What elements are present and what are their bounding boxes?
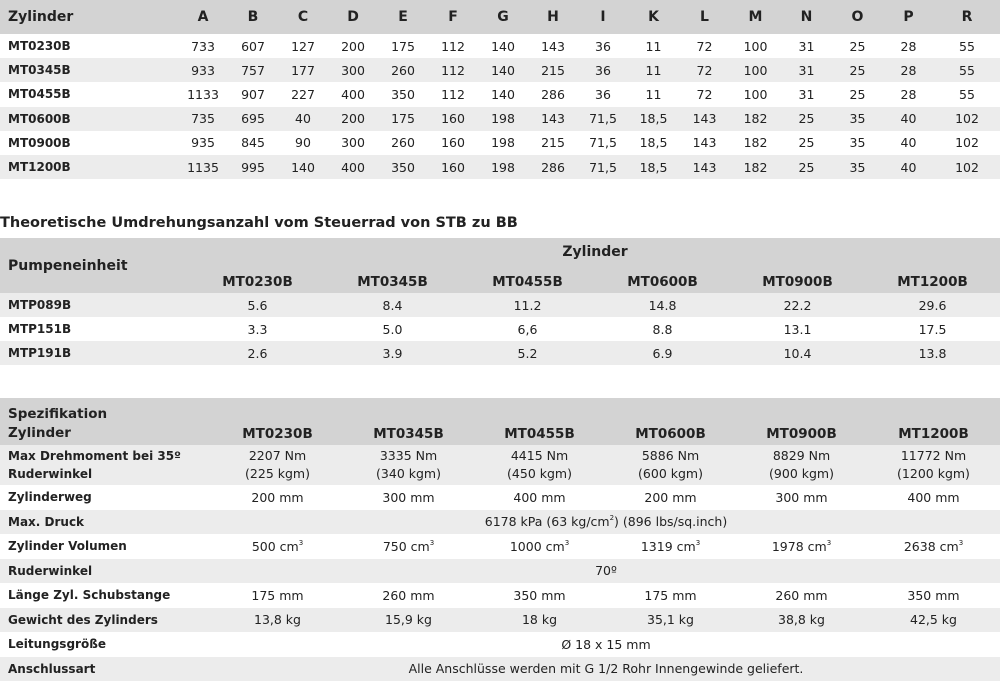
dimension-value: 735 <box>191 111 215 127</box>
dimension-value: 112 <box>441 38 465 54</box>
dimension-value: 71,5 <box>589 159 617 175</box>
dimension-value: 143 <box>692 159 717 175</box>
section-title-revolutions: Theoretische Umdrehungsanzahl vom Steuerrad von STB zu BB <box>0 215 518 231</box>
dimension-value: 25 <box>849 86 866 102</box>
weight-value: 35,1 kg <box>647 612 694 628</box>
weight-value: 42,5 kg <box>910 612 957 628</box>
dimension-value: 102 <box>955 111 979 127</box>
revolutions-column-header: MT0900B <box>762 274 833 290</box>
dimensions-column-header: F <box>448 9 458 25</box>
row-header-pumpeneinheit: Pumpeneinheit <box>8 257 128 274</box>
revolutions-value: 5.0 <box>382 321 403 337</box>
revolutions-value: 13.1 <box>783 321 812 337</box>
revolutions-value: 6,6 <box>517 321 538 337</box>
dimension-value: 18,5 <box>639 111 668 127</box>
stroke-value: 400 mm <box>513 489 566 505</box>
torque-label-line2: Ruderwinkel <box>8 467 93 481</box>
table-row <box>0 107 1000 131</box>
rod-length-value: 350 mm <box>513 587 566 603</box>
dimension-value: 40 <box>295 111 311 127</box>
revolutions-value: 14.8 <box>648 297 677 313</box>
dimensions-corner-header: Zylinder <box>8 9 74 25</box>
dimension-value: 607 <box>241 38 265 54</box>
dimension-value: 100 <box>743 62 768 78</box>
dimension-value: 177 <box>291 62 315 78</box>
revolutions-value: 3.9 <box>382 345 403 361</box>
dimension-value: 36 <box>595 62 611 78</box>
dimensions-column-header: N <box>800 9 813 25</box>
dimension-value: 286 <box>541 159 565 175</box>
dimension-value: 25 <box>849 38 866 54</box>
dimensions-column-header: P <box>903 9 914 25</box>
dimension-value: 90 <box>295 135 311 151</box>
volume-unit-sup: 3 <box>298 538 304 547</box>
dimension-value: 143 <box>692 111 717 127</box>
weight-label: Gewicht des Zylinders <box>8 612 158 627</box>
dimension-value: 72 <box>696 62 713 78</box>
revolutions-column-header: MT0455B <box>492 274 563 290</box>
table-row <box>0 317 1000 341</box>
revolutions-value: 6.9 <box>652 345 673 361</box>
torque-kgm: (900 kgm) <box>769 466 834 481</box>
table-row <box>0 58 1000 82</box>
volume-number: 1978 cm <box>771 538 827 554</box>
torque-value <box>212 445 343 485</box>
dimension-value: 102 <box>955 159 979 175</box>
specification-table <box>0 398 1000 681</box>
table-row <box>0 341 1000 365</box>
spec-column-header: MT0230B <box>242 426 313 442</box>
dimension-value: 1135 <box>187 159 219 175</box>
stroke-label: Zylinderweg <box>8 490 92 505</box>
table-row <box>0 155 1000 179</box>
dimension-value: 100 <box>743 86 768 102</box>
torque-nm: 4415 Nm <box>510 448 569 463</box>
dimension-value: 175 <box>391 38 415 54</box>
stroke-value: 400 mm <box>907 489 960 505</box>
revolutions-value: 17.5 <box>918 321 947 337</box>
rudder-label: Ruderwinkel <box>8 563 93 578</box>
volume-number: 750 cm <box>382 538 430 554</box>
cylinder-name: MT0600B <box>8 111 71 126</box>
volume-value <box>736 534 867 559</box>
dimension-value: 198 <box>491 111 515 127</box>
dimension-value: 695 <box>241 111 265 127</box>
line-size-value: Ø 18 x 15 mm <box>561 636 651 652</box>
torque-value <box>343 445 474 485</box>
dimension-value: 300 <box>341 135 365 151</box>
stroke-value: 300 mm <box>775 489 828 505</box>
torque-kgm: (225 kgm) <box>245 466 310 481</box>
weight-value: 38,8 kg <box>778 612 825 628</box>
torque-value <box>736 445 867 485</box>
dimension-value: 35 <box>849 135 866 151</box>
dimension-value: 995 <box>241 159 265 175</box>
torque-nm: 11772 Nm <box>900 448 967 463</box>
spec-header-line2: Zylinder <box>8 425 71 441</box>
volume-label: Zylinder Volumen <box>8 539 127 554</box>
dimension-value: 400 <box>341 159 365 175</box>
volume-unit-sup: 3 <box>826 538 832 547</box>
dimension-value: 18,5 <box>639 159 668 175</box>
dimension-value: 71,5 <box>589 111 617 127</box>
dimensions-column-header: O <box>851 9 864 25</box>
dimension-value: 400 <box>341 86 365 102</box>
torque-label <box>0 445 212 485</box>
spec-column-header: MT1200B <box>898 426 969 442</box>
dimension-value: 11 <box>645 38 662 54</box>
dimension-value: 733 <box>191 38 215 54</box>
dimension-value: 100 <box>743 38 768 54</box>
dimensions-table <box>0 0 1000 179</box>
dimension-value: 36 <box>595 86 611 102</box>
torque-value <box>867 445 1000 485</box>
dimension-value: 757 <box>241 62 265 78</box>
dimension-value: 11 <box>645 86 662 102</box>
revolutions-value: 13.8 <box>918 345 947 361</box>
dimension-value: 140 <box>491 38 515 54</box>
dimension-value: 127 <box>291 38 315 54</box>
dimension-value: 11 <box>645 62 662 78</box>
table-row <box>0 82 1000 106</box>
torque-nm: 2207 Nm <box>248 448 307 463</box>
dimensions-column-header: K <box>648 9 659 25</box>
torque-value <box>605 445 736 485</box>
revolutions-value: 8.8 <box>652 321 673 337</box>
rod-length-value: 260 mm <box>775 587 828 603</box>
revolutions-value: 5.2 <box>517 345 538 361</box>
cylinder-name: MT1200B <box>8 160 71 175</box>
rod-length-value: 175 mm <box>251 587 304 603</box>
dimension-value: 845 <box>241 135 265 151</box>
dimension-value: 55 <box>959 62 975 78</box>
dimension-value: 350 <box>391 159 415 175</box>
spec-column-header: MT0455B <box>504 426 575 442</box>
dimension-value: 260 <box>391 135 415 151</box>
dimension-value: 907 <box>241 86 265 102</box>
revolutions-value: 2.6 <box>247 345 268 361</box>
stroke-value: 300 mm <box>382 489 435 505</box>
dimensions-column-header: M <box>748 9 763 25</box>
weight-value: 13,8 kg <box>254 612 301 628</box>
dimensions-column-header: B <box>247 9 259 25</box>
dimension-value: 55 <box>959 38 975 54</box>
revolutions-value: 8.4 <box>382 297 403 313</box>
dimension-value: 28 <box>900 38 917 54</box>
line-size-label: Leitungsgröße <box>8 637 106 652</box>
revolutions-value: 5.6 <box>247 297 268 313</box>
dimension-value: 175 <box>391 111 415 127</box>
dimension-value: 112 <box>441 62 465 78</box>
dimension-value: 1133 <box>187 86 219 102</box>
connection-value: Alle Anschlüsse werden mit G 1/2 Rohr Innengewinde geliefert. <box>408 661 804 677</box>
dimension-value: 55 <box>959 86 975 102</box>
dimension-value: 25 <box>798 111 815 127</box>
torque-value <box>474 445 605 485</box>
dimension-value: 36 <box>595 38 611 54</box>
dimensions-column-header: A <box>197 9 209 25</box>
volume-value <box>867 534 1000 559</box>
torque-label-line1: Max Drehmoment bei 35º <box>8 449 181 463</box>
revolutions-value: 3.3 <box>247 321 268 337</box>
dimension-value: 286 <box>541 86 565 102</box>
dimensions-header-row <box>0 0 1000 34</box>
weight-value: 15,9 kg <box>385 612 432 628</box>
revolutions-value: 10.4 <box>783 345 812 361</box>
stroke-value: 200 mm <box>251 489 304 505</box>
dimension-value: 25 <box>849 62 866 78</box>
volume-unit-sup: 3 <box>429 538 435 547</box>
revolutions-column-header: MT0230B <box>222 274 293 290</box>
dimension-value: 40 <box>900 159 917 175</box>
volume-number: 500 cm <box>251 538 299 554</box>
dimension-value: 28 <box>900 86 917 102</box>
cylinder-name: MT0455B <box>8 87 71 102</box>
dimension-value: 200 <box>341 38 365 54</box>
dimensions-column-header: L <box>700 9 709 25</box>
dimension-value: 102 <box>955 135 979 151</box>
dimension-value: 215 <box>541 135 565 151</box>
volume-value <box>474 534 605 559</box>
dimension-value: 18,5 <box>639 135 668 151</box>
pump-unit-name: MTP191B <box>8 346 72 360</box>
dimension-value: 227 <box>291 86 315 102</box>
dimension-value: 182 <box>743 159 768 175</box>
dimension-value: 143 <box>692 135 717 151</box>
dimension-value: 200 <box>341 111 365 127</box>
rod-length-value: 260 mm <box>382 587 435 603</box>
dimension-value: 25 <box>798 159 815 175</box>
pump-unit-name: MTP089B <box>8 298 72 312</box>
dimension-value: 198 <box>491 135 515 151</box>
cylinder-name: MT0900B <box>8 135 71 150</box>
torque-nm: 3335 Nm <box>379 448 438 463</box>
table-row <box>0 131 1000 155</box>
dimension-value: 31 <box>798 62 815 78</box>
connection-label: Anschlussart <box>8 661 96 676</box>
revolutions-value: 11.2 <box>513 297 542 313</box>
rudder-value: 70º <box>595 563 617 579</box>
revolutions-column-header: MT1200B <box>897 274 968 290</box>
volume-unit-sup: 3 <box>695 538 701 547</box>
pump-unit-name: MTP151B <box>8 322 72 336</box>
dimension-value: 160 <box>441 111 465 127</box>
dimensions-column-header: I <box>600 9 606 25</box>
revolutions-column-header: MT0345B <box>357 274 428 290</box>
revolutions-column-header: MT0600B <box>627 274 698 290</box>
dimension-value: 40 <box>900 135 917 151</box>
table-row <box>0 293 1000 317</box>
dimension-value: 198 <box>491 159 515 175</box>
dimensions-column-header: D <box>347 9 359 25</box>
rod-label: Länge Zyl. Schubstange <box>8 588 171 603</box>
dimension-value: 71,5 <box>589 135 617 151</box>
group-header-zylinder: Zylinder <box>562 244 628 260</box>
volume-unit-sup: 3 <box>958 538 964 547</box>
revolutions-value: 29.6 <box>918 297 947 313</box>
dimensions-column-header: G <box>497 9 509 25</box>
dimension-value: 143 <box>541 38 565 54</box>
dimension-value: 28 <box>900 62 917 78</box>
dimension-value: 260 <box>391 62 415 78</box>
volume-value <box>212 534 343 559</box>
spec-column-header: MT0900B <box>766 426 837 442</box>
dimension-value: 160 <box>441 135 465 151</box>
spec-column-header: MT0600B <box>635 426 706 442</box>
dimension-value: 350 <box>391 86 415 102</box>
volume-number: 1000 cm <box>509 538 565 554</box>
dimension-value: 160 <box>441 159 465 175</box>
revolutions-value: 22.2 <box>783 297 812 313</box>
rod-length-value: 175 mm <box>644 587 697 603</box>
volume-number: 2638 cm <box>903 538 959 554</box>
dimension-value: 31 <box>798 86 815 102</box>
dimension-value: 72 <box>696 38 713 54</box>
dimension-value: 140 <box>291 159 315 175</box>
table-row <box>0 34 1000 58</box>
torque-kgm: (340 kgm) <box>376 466 441 481</box>
dimension-value: 112 <box>441 86 465 102</box>
dimension-value: 182 <box>743 111 768 127</box>
dimension-value: 300 <box>341 62 365 78</box>
rod-length-value: 350 mm <box>907 587 960 603</box>
spec-header <box>0 398 212 445</box>
volume-value <box>343 534 474 559</box>
dimensions-column-header: E <box>398 9 408 25</box>
spec-header-line1: Spezifikation <box>8 406 108 422</box>
torque-nm: 5886 Nm <box>641 448 700 463</box>
dimension-value: 182 <box>743 135 768 151</box>
volume-value <box>605 534 736 559</box>
revolutions-table <box>0 238 1000 365</box>
torque-nm: 8829 Nm <box>772 448 831 463</box>
dimension-value: 40 <box>900 111 917 127</box>
torque-kgm: (600 kgm) <box>638 466 703 481</box>
dimensions-column-header: R <box>961 9 973 25</box>
dimension-value: 140 <box>491 86 515 102</box>
stroke-value: 200 mm <box>644 489 697 505</box>
spec-column-header: MT0345B <box>373 426 444 442</box>
dimension-value: 140 <box>491 62 515 78</box>
cylinder-name: MT0345B <box>8 63 71 78</box>
torque-kgm: (1200 kgm) <box>897 466 970 481</box>
dimension-value: 933 <box>191 62 215 78</box>
dimension-value: 143 <box>541 111 565 127</box>
dimension-value: 25 <box>798 135 815 151</box>
dimensions-column-header: H <box>547 9 559 25</box>
torque-kgm: (450 kgm) <box>507 466 572 481</box>
dimension-value: 215 <box>541 62 565 78</box>
dimension-value: 35 <box>849 159 866 175</box>
dimension-value: 72 <box>696 86 713 102</box>
dimensions-column-header: C <box>297 9 309 25</box>
weight-value: 18 kg <box>521 612 558 628</box>
volume-number: 1319 cm <box>640 538 696 554</box>
dimension-value: 31 <box>798 38 815 54</box>
dimension-value: 35 <box>849 111 866 127</box>
pressure-value: 6178 kPa (63 $kg/cm^2$) (896 lbs/sq.inch) <box>484 514 728 530</box>
pressure-label: Max. Druck <box>8 514 85 529</box>
cylinder-name: MT0230B <box>8 39 71 54</box>
dimension-value: 935 <box>191 135 215 151</box>
volume-unit-sup: 3 <box>564 538 570 547</box>
